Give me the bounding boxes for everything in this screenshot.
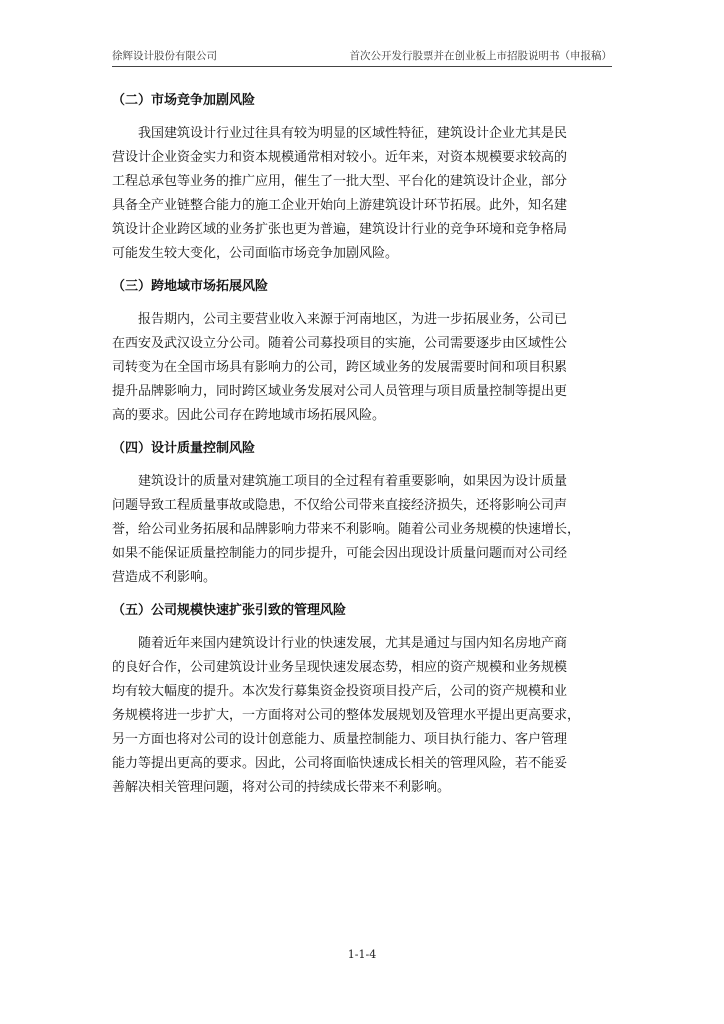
section-heading: （四）设计质量控制风险 <box>112 441 256 456</box>
section-paragraph <box>112 308 612 428</box>
paragraph-line: 在西安及武汉设立分公司。随着公司募投项目的实施，公司需要逐步由区域性公 <box>112 336 568 351</box>
paragraph-line: 司转变为在全国市场具有影响力的公司，跨区域业务的发展需要时间和项目积累 <box>112 360 568 375</box>
paragraph-line: 誉，给公司业务拓展和品牌影响力带来不利影响。随着公司业务规模的快速增长， <box>112 522 581 537</box>
page-number: 1-1-4 <box>347 948 377 961</box>
paragraph-line: 营造成不利影响。 <box>112 570 217 585</box>
header-company-name: 徐辉设计股份有限公司 <box>112 50 217 62</box>
paragraph-line: 我国建筑设计行业过往具有较为明显的区域性特征，建筑设计企业尤其是民 <box>138 126 568 141</box>
paragraph-line: 筑设计企业跨区域的业务扩张也更为普遍，建筑设计行业的竞争环境和竞争格局 <box>112 222 568 237</box>
paragraph-line: 高的要求。因此公司存在跨地域市场拓展风险。 <box>112 408 386 423</box>
section-design-quality-control <box>112 440 612 590</box>
paragraph-line: 如果不能保证质量控制能力的同步提升，可能会因出现设计质量问题而对公司经 <box>112 546 568 561</box>
section-heading: （五）公司规模快速扩张引致的管理风险 <box>112 603 347 618</box>
paragraph-line: 均有较大幅度的提升。本次发行募集资金投资项目投产后，公司的资产规模和业 <box>112 684 568 699</box>
section-paragraph <box>112 632 612 800</box>
section-heading: （二）市场竞争加剧风险 <box>112 93 256 108</box>
paragraph-line: 务规模将进一步扩大，一方面将对公司的整体发展规划及管理水平提出更高要求， <box>112 708 581 723</box>
paragraph-line: 可能发生较大变化，公司面临市场竞争加剧风险。 <box>112 246 399 261</box>
section-heading: （三）跨地域市场拓展风险 <box>112 279 269 294</box>
paragraph-line: 提升品牌影响力，同时跨区域业务发展对公司人员管理与项目质量控制等提出更 <box>112 384 568 399</box>
document-body <box>112 80 612 810</box>
paragraph-line: 报告期内，公司主要营业收入来源于河南地区，为进一步拓展业务，公司已 <box>138 312 568 327</box>
paragraph-line: 具备全产业链整合能力的施工企业开始向上游建筑设计环节拓展。此外，知名建 <box>112 198 568 213</box>
paragraph-line: 工程总承包等业务的推广应用，催生了一批大型、平台化的建筑设计企业，部分 <box>112 174 568 189</box>
section-paragraph <box>112 470 612 590</box>
paragraph-line: 问题导致工程质量事故或隐患，不仅给公司带来直接经济损失，还将影响公司声 <box>112 498 568 513</box>
section-paragraph <box>112 122 612 266</box>
section-management-risk <box>112 602 612 800</box>
paragraph-line: 的良好合作，公司建筑设计业务呈现快速发展态势，相应的资产规模和业务规模 <box>112 660 568 675</box>
section-cross-region-expansion <box>112 278 612 428</box>
paragraph-line: 善解决相关管理问题，将对公司的持续成长带来不利影响。 <box>112 780 451 795</box>
paragraph-line: 另一方面也将对公司的设计创意能力、质量控制能力、项目执行能力、客户管理 <box>112 732 568 747</box>
paragraph-line: 建筑设计的质量对建筑施工项目的全过程有着重要影响，如果因为设计质量 <box>138 474 568 489</box>
paragraph-line: 随着近年来国内建筑设计行业的快速发展，尤其是通过与国内知名房地产商 <box>138 636 568 651</box>
section-market-competition <box>112 92 612 266</box>
page-header <box>112 46 612 67</box>
paragraph-line: 营设计企业资金实力和资本规模通常相对较小。近年来，对资本规模要求较高的 <box>112 150 568 165</box>
header-document-title: 首次公开发行股票并在创业板上市招股说明书（申报稿） <box>349 50 612 62</box>
paragraph-line: 能力等提出更高的要求。因此，公司将面临快速成长相关的管理风险，若不能妥 <box>112 756 568 771</box>
